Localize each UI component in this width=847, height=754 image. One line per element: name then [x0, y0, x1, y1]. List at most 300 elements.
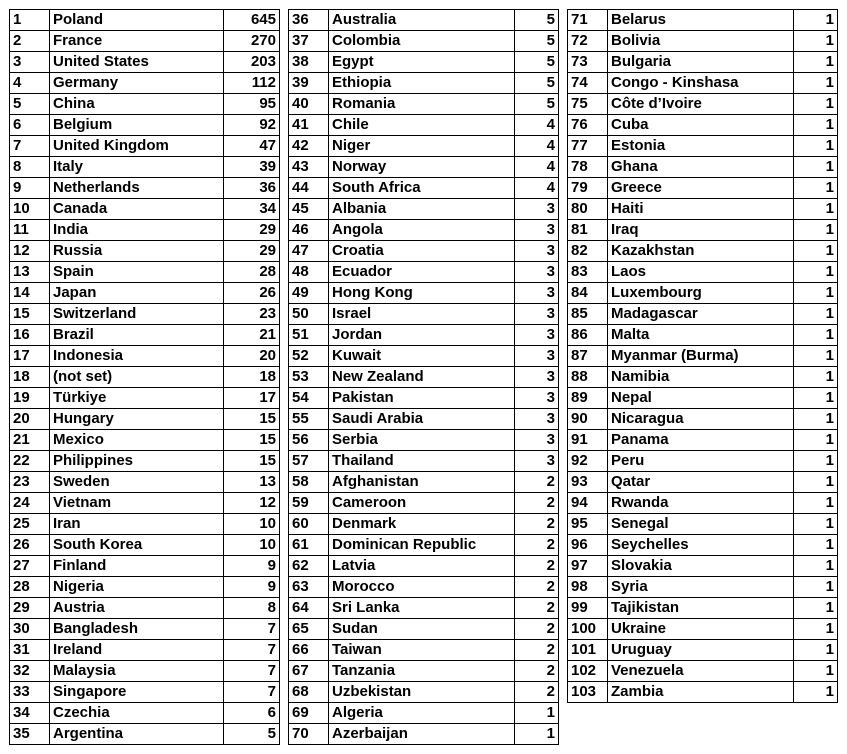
rank-cell: 73: [568, 52, 608, 73]
country-cell: Ghana: [608, 157, 794, 178]
rank-cell: 101: [568, 640, 608, 661]
count-cell: 1: [794, 73, 838, 94]
country-cell: Albania: [329, 199, 515, 220]
count-cell: 7: [224, 682, 280, 703]
table-row: [10, 115, 280, 136]
count-cell: 270: [224, 31, 280, 52]
rank-cell: 28: [10, 577, 50, 598]
table-row: [289, 115, 559, 136]
country-cell: Croatia: [329, 241, 515, 262]
country-cell: Namibia: [608, 367, 794, 388]
country-cell: Belarus: [608, 10, 794, 31]
table-row: [10, 640, 280, 661]
rank-cell: 75: [568, 94, 608, 115]
rank-cell: 68: [289, 682, 329, 703]
table-row: [10, 136, 280, 157]
country-cell: Ecuador: [329, 262, 515, 283]
rank-cell: 49: [289, 283, 329, 304]
country-cell: Singapore: [50, 682, 224, 703]
rank-cell: 94: [568, 493, 608, 514]
table-row: [289, 535, 559, 556]
country-cell: Iran: [50, 514, 224, 535]
count-cell: 4: [515, 157, 559, 178]
country-cell: Argentina: [50, 724, 224, 745]
rank-cell: 3: [10, 52, 50, 73]
table-row: [289, 472, 559, 493]
country-cell: South Africa: [329, 178, 515, 199]
country-cell: Cuba: [608, 115, 794, 136]
count-cell: 3: [515, 367, 559, 388]
count-cell: 1: [794, 388, 838, 409]
country-cell: Sudan: [329, 619, 515, 640]
country-cell: Tanzania: [329, 661, 515, 682]
table-row: [568, 619, 838, 640]
table-row: [289, 10, 559, 31]
count-cell: 1: [794, 682, 838, 703]
country-cell: Syria: [608, 577, 794, 598]
count-cell: 3: [515, 346, 559, 367]
country-cell: Côte d’Ivoire: [608, 94, 794, 115]
country-cell: Czechia: [50, 703, 224, 724]
count-cell: 1: [794, 262, 838, 283]
count-cell: 3: [515, 262, 559, 283]
table-row: [10, 619, 280, 640]
country-cell: Serbia: [329, 430, 515, 451]
table-row: [10, 346, 280, 367]
count-cell: 1: [794, 241, 838, 262]
rank-cell: 83: [568, 262, 608, 283]
rank-cell: 86: [568, 325, 608, 346]
table-row: [289, 199, 559, 220]
table-row: [10, 703, 280, 724]
table-row: [568, 556, 838, 577]
count-cell: 5: [515, 73, 559, 94]
count-cell: 6: [224, 703, 280, 724]
rank-cell: 84: [568, 283, 608, 304]
count-cell: 3: [515, 409, 559, 430]
country-cell: Rwanda: [608, 493, 794, 514]
count-cell: 92: [224, 115, 280, 136]
count-cell: 1: [794, 619, 838, 640]
count-cell: 645: [224, 10, 280, 31]
country-cell: Norway: [329, 157, 515, 178]
rank-cell: 72: [568, 31, 608, 52]
rank-cell: 48: [289, 262, 329, 283]
rank-cell: 32: [10, 661, 50, 682]
table-row: [10, 493, 280, 514]
rank-cell: 97: [568, 556, 608, 577]
count-cell: 1: [794, 577, 838, 598]
count-cell: 5: [224, 724, 280, 745]
country-cell: Nigeria: [50, 577, 224, 598]
count-cell: 1: [515, 724, 559, 745]
rank-cell: 82: [568, 241, 608, 262]
rank-cell: 7: [10, 136, 50, 157]
count-cell: 1: [794, 367, 838, 388]
table-row: [289, 31, 559, 52]
rank-cell: 46: [289, 220, 329, 241]
table-row: [10, 199, 280, 220]
count-cell: 2: [515, 619, 559, 640]
table-row: [10, 451, 280, 472]
table-row: [289, 94, 559, 115]
count-cell: 15: [224, 451, 280, 472]
table-row: [289, 367, 559, 388]
country-cell: Myanmar (Burma): [608, 346, 794, 367]
country-cell: Ethiopia: [329, 73, 515, 94]
table-row: [568, 577, 838, 598]
rank-cell: 60: [289, 514, 329, 535]
rank-cell: 22: [10, 451, 50, 472]
rank-cell: 102: [568, 661, 608, 682]
country-cell: Malaysia: [50, 661, 224, 682]
country-cell: Uzbekistan: [329, 682, 515, 703]
table-row: [10, 283, 280, 304]
count-cell: 9: [224, 577, 280, 598]
table-row: [289, 262, 559, 283]
table-row: [289, 136, 559, 157]
rank-cell: 21: [10, 430, 50, 451]
country-cell: Qatar: [608, 472, 794, 493]
table-row: [289, 304, 559, 325]
count-cell: 1: [794, 157, 838, 178]
count-cell: 8: [224, 598, 280, 619]
table-row: [10, 535, 280, 556]
table-row: [10, 682, 280, 703]
count-cell: 2: [515, 556, 559, 577]
count-cell: 4: [515, 178, 559, 199]
count-cell: 1: [794, 640, 838, 661]
country-cell: South Korea: [50, 535, 224, 556]
rank-cell: 88: [568, 367, 608, 388]
count-cell: 112: [224, 73, 280, 94]
rank-cell: 30: [10, 619, 50, 640]
rank-cell: 35: [10, 724, 50, 745]
rank-cell: 103: [568, 682, 608, 703]
table-row: [289, 73, 559, 94]
country-cell: Luxembourg: [608, 283, 794, 304]
country-cell: Bangladesh: [50, 619, 224, 640]
country-cell: Ukraine: [608, 619, 794, 640]
country-cell: Uruguay: [608, 640, 794, 661]
country-cell: Israel: [329, 304, 515, 325]
table-row: [568, 94, 838, 115]
country-cell: Denmark: [329, 514, 515, 535]
table-row: [289, 556, 559, 577]
table-row: [10, 430, 280, 451]
count-cell: 203: [224, 52, 280, 73]
rank-cell: 47: [289, 241, 329, 262]
country-cell: Chile: [329, 115, 515, 136]
country-cell: Afghanistan: [329, 472, 515, 493]
table-row: [10, 577, 280, 598]
country-cell: Nepal: [608, 388, 794, 409]
rank-cell: 57: [289, 451, 329, 472]
count-cell: 20: [224, 346, 280, 367]
country-cell: Saudi Arabia: [329, 409, 515, 430]
country-cell: Finland: [50, 556, 224, 577]
rank-cell: 58: [289, 472, 329, 493]
rank-cell: 89: [568, 388, 608, 409]
table-row: [10, 367, 280, 388]
country-cell: Japan: [50, 283, 224, 304]
rank-cell: 26: [10, 535, 50, 556]
rank-cell: 20: [10, 409, 50, 430]
count-cell: 1: [794, 199, 838, 220]
count-cell: 1: [794, 409, 838, 430]
rank-cell: 9: [10, 178, 50, 199]
country-cell: Austria: [50, 598, 224, 619]
table-row: [289, 241, 559, 262]
count-cell: 1: [794, 661, 838, 682]
count-cell: 1: [794, 136, 838, 157]
count-cell: 1: [794, 535, 838, 556]
country-cell: United States: [50, 52, 224, 73]
table-row: [10, 409, 280, 430]
rank-cell: 51: [289, 325, 329, 346]
country-cell: France: [50, 31, 224, 52]
table-row: [568, 598, 838, 619]
table-row: [568, 157, 838, 178]
rank-cell: 59: [289, 493, 329, 514]
rank-cell: 87: [568, 346, 608, 367]
country-cell: Romania: [329, 94, 515, 115]
rank-cell: 91: [568, 430, 608, 451]
rank-cell: 18: [10, 367, 50, 388]
table-row: [289, 703, 559, 724]
table-row: [289, 451, 559, 472]
table-row: [10, 94, 280, 115]
country-cell: Bulgaria: [608, 52, 794, 73]
country-cell: Spain: [50, 262, 224, 283]
table-row: [289, 430, 559, 451]
rank-cell: 12: [10, 241, 50, 262]
count-cell: 3: [515, 325, 559, 346]
rank-cell: 100: [568, 619, 608, 640]
rank-cell: 74: [568, 73, 608, 94]
table-row: [568, 136, 838, 157]
count-cell: 34: [224, 199, 280, 220]
table-row: [568, 283, 838, 304]
rank-cell: 52: [289, 346, 329, 367]
country-cell: Tajikistan: [608, 598, 794, 619]
count-cell: 5: [515, 31, 559, 52]
rank-cell: 15: [10, 304, 50, 325]
count-cell: 1: [794, 325, 838, 346]
country-cell: Niger: [329, 136, 515, 157]
table-row: [10, 31, 280, 52]
country-cell: Iraq: [608, 220, 794, 241]
country-cell: Germany: [50, 73, 224, 94]
country-cell: Seychelles: [608, 535, 794, 556]
count-cell: 2: [515, 535, 559, 556]
table-row: [568, 73, 838, 94]
table-row: [10, 73, 280, 94]
count-cell: 1: [794, 451, 838, 472]
table-row: [289, 514, 559, 535]
table-row: [568, 430, 838, 451]
country-cell: Madagascar: [608, 304, 794, 325]
table-row: [568, 10, 838, 31]
table-row: [568, 472, 838, 493]
count-cell: 2: [515, 493, 559, 514]
rank-cell: 90: [568, 409, 608, 430]
table-row: [10, 472, 280, 493]
country-cell: Greece: [608, 178, 794, 199]
count-cell: 12: [224, 493, 280, 514]
table-row: [568, 346, 838, 367]
table-row: [568, 514, 838, 535]
country-cell: Hong Kong: [329, 283, 515, 304]
count-cell: 1: [794, 220, 838, 241]
country-cell: Poland: [50, 10, 224, 31]
table-row: [10, 10, 280, 31]
country-cell: Peru: [608, 451, 794, 472]
rank-cell: 44: [289, 178, 329, 199]
count-cell: 2: [515, 514, 559, 535]
rank-cell: 19: [10, 388, 50, 409]
count-cell: 9: [224, 556, 280, 577]
count-cell: 2: [515, 577, 559, 598]
table-row: [10, 220, 280, 241]
table-row: [568, 220, 838, 241]
table-row: [10, 514, 280, 535]
country-cell: Thailand: [329, 451, 515, 472]
country-cell: Colombia: [329, 31, 515, 52]
count-cell: 3: [515, 241, 559, 262]
count-cell: 3: [515, 388, 559, 409]
rank-cell: 93: [568, 472, 608, 493]
table-row: [568, 199, 838, 220]
rank-cell: 62: [289, 556, 329, 577]
count-cell: 2: [515, 598, 559, 619]
count-cell: 3: [515, 199, 559, 220]
table-row: [289, 283, 559, 304]
rank-cell: 36: [289, 10, 329, 31]
country-cell: Cameroon: [329, 493, 515, 514]
table-row: [10, 388, 280, 409]
country-cell: Laos: [608, 262, 794, 283]
country-cell: Russia: [50, 241, 224, 262]
rank-cell: 55: [289, 409, 329, 430]
table-row: [10, 52, 280, 73]
count-cell: 1: [794, 94, 838, 115]
count-cell: 15: [224, 409, 280, 430]
country-cell: (not set): [50, 367, 224, 388]
count-cell: 28: [224, 262, 280, 283]
table-row: [289, 598, 559, 619]
table-row: [289, 619, 559, 640]
count-cell: 1: [794, 10, 838, 31]
country-cell: Canada: [50, 199, 224, 220]
country-cell: China: [50, 94, 224, 115]
count-cell: 2: [515, 682, 559, 703]
country-cell: Azerbaijan: [329, 724, 515, 745]
count-cell: 3: [515, 283, 559, 304]
country-cell: Haiti: [608, 199, 794, 220]
rank-cell: 38: [289, 52, 329, 73]
count-cell: 3: [515, 304, 559, 325]
count-cell: 1: [794, 493, 838, 514]
table-row: [289, 178, 559, 199]
rank-cell: 85: [568, 304, 608, 325]
table-row: [289, 682, 559, 703]
count-cell: 4: [515, 115, 559, 136]
rank-cell: 11: [10, 220, 50, 241]
rank-cell: 53: [289, 367, 329, 388]
table-row: [10, 304, 280, 325]
rank-cell: 69: [289, 703, 329, 724]
count-cell: 2: [515, 472, 559, 493]
rank-cell: 43: [289, 157, 329, 178]
count-cell: 1: [794, 346, 838, 367]
table-row: [568, 640, 838, 661]
table-row: [568, 682, 838, 703]
rank-cell: 67: [289, 661, 329, 682]
table-row: [10, 598, 280, 619]
country-cell: Slovakia: [608, 556, 794, 577]
table-row: [568, 661, 838, 682]
count-cell: 10: [224, 535, 280, 556]
table-row: [289, 493, 559, 514]
count-cell: 29: [224, 220, 280, 241]
count-cell: 10: [224, 514, 280, 535]
table-row: [568, 52, 838, 73]
count-cell: 26: [224, 283, 280, 304]
rank-cell: 80: [568, 199, 608, 220]
table-row: [10, 178, 280, 199]
country-cell: Morocco: [329, 577, 515, 598]
country-cell: Kazakhstan: [608, 241, 794, 262]
table-row: [289, 157, 559, 178]
table-row: [289, 661, 559, 682]
country-cell: Hungary: [50, 409, 224, 430]
count-cell: 1: [794, 430, 838, 451]
country-cell: Taiwan: [329, 640, 515, 661]
count-cell: 7: [224, 661, 280, 682]
rank-cell: 31: [10, 640, 50, 661]
table-row: [289, 577, 559, 598]
count-cell: 18: [224, 367, 280, 388]
count-cell: 3: [515, 451, 559, 472]
country-cell: Brazil: [50, 325, 224, 346]
rank-cell: 65: [289, 619, 329, 640]
rank-cell: 8: [10, 157, 50, 178]
count-cell: 1: [794, 31, 838, 52]
country-cell: Italy: [50, 157, 224, 178]
table-row: [568, 178, 838, 199]
country-cell: Egypt: [329, 52, 515, 73]
country-cell: Dominican Republic: [329, 535, 515, 556]
country-cell: Sweden: [50, 472, 224, 493]
rank-cell: 92: [568, 451, 608, 472]
country-cell: Australia: [329, 10, 515, 31]
table-row: [568, 115, 838, 136]
country-cell: Zambia: [608, 682, 794, 703]
rank-cell: 45: [289, 199, 329, 220]
count-cell: 36: [224, 178, 280, 199]
count-cell: 23: [224, 304, 280, 325]
count-cell: 2: [515, 640, 559, 661]
country-cell: Nicaragua: [608, 409, 794, 430]
count-cell: 39: [224, 157, 280, 178]
table-row: [289, 409, 559, 430]
table-row: [568, 304, 838, 325]
count-cell: 1: [515, 703, 559, 724]
count-cell: 5: [515, 94, 559, 115]
rank-cell: 40: [289, 94, 329, 115]
count-cell: 3: [515, 220, 559, 241]
